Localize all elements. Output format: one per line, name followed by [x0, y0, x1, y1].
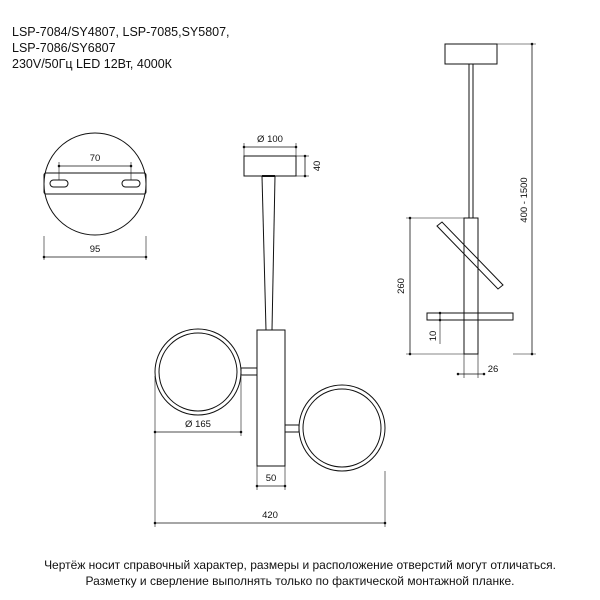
dim-body-width: 50	[265, 473, 277, 484]
canopy	[244, 156, 296, 176]
dim-canopy-height: 40	[312, 160, 323, 172]
dim-total-width: 420	[262, 510, 278, 521]
dim-plate-holes: 70	[89, 153, 101, 164]
plate-outline	[44, 133, 146, 235]
side-ring-tilted	[437, 222, 503, 289]
disclaimer-footer	[0, 557, 600, 589]
mounting-slot-left	[50, 180, 68, 187]
dim-bar-thickness: 10	[428, 330, 439, 342]
side-canopy	[445, 44, 497, 64]
dim-total-height: 400 - 1500	[519, 177, 530, 223]
dim-canopy-diameter: Ø 100	[257, 134, 283, 145]
header-line-2: LSP-7086/SY6807	[12, 41, 116, 55]
dim-side-height: 260	[396, 278, 407, 294]
connector-right	[285, 425, 299, 432]
mounting-slot-right	[122, 180, 140, 187]
side-body	[464, 218, 478, 354]
ring-right-inner	[303, 389, 381, 467]
header-line-3: 230V/50Гц LED 12Вт, 4000К	[12, 57, 172, 71]
ring-left-inner	[159, 333, 237, 411]
dim-side-width: 26	[487, 364, 499, 375]
ring-left-outer	[155, 329, 241, 415]
ring-right-outer	[299, 385, 385, 471]
front-view	[155, 143, 385, 527]
lamp-body	[257, 330, 285, 466]
disclaimer-line-2: Разметку и сверление выполнять только по фактической монтажной планке.	[85, 574, 515, 588]
side-view	[406, 44, 536, 378]
connector-left	[241, 368, 257, 375]
dim-plate-diameter: 95	[89, 244, 101, 255]
disclaimer-line-1: Чертёж носит справочный характер, размеры и расположение отверстий могут отличаться.	[44, 558, 556, 572]
header-line-1: LSP-7084/SY4807, LSP-7085,SY5807,	[12, 25, 230, 39]
dim-ring-diameter: Ø 165	[185, 419, 211, 430]
